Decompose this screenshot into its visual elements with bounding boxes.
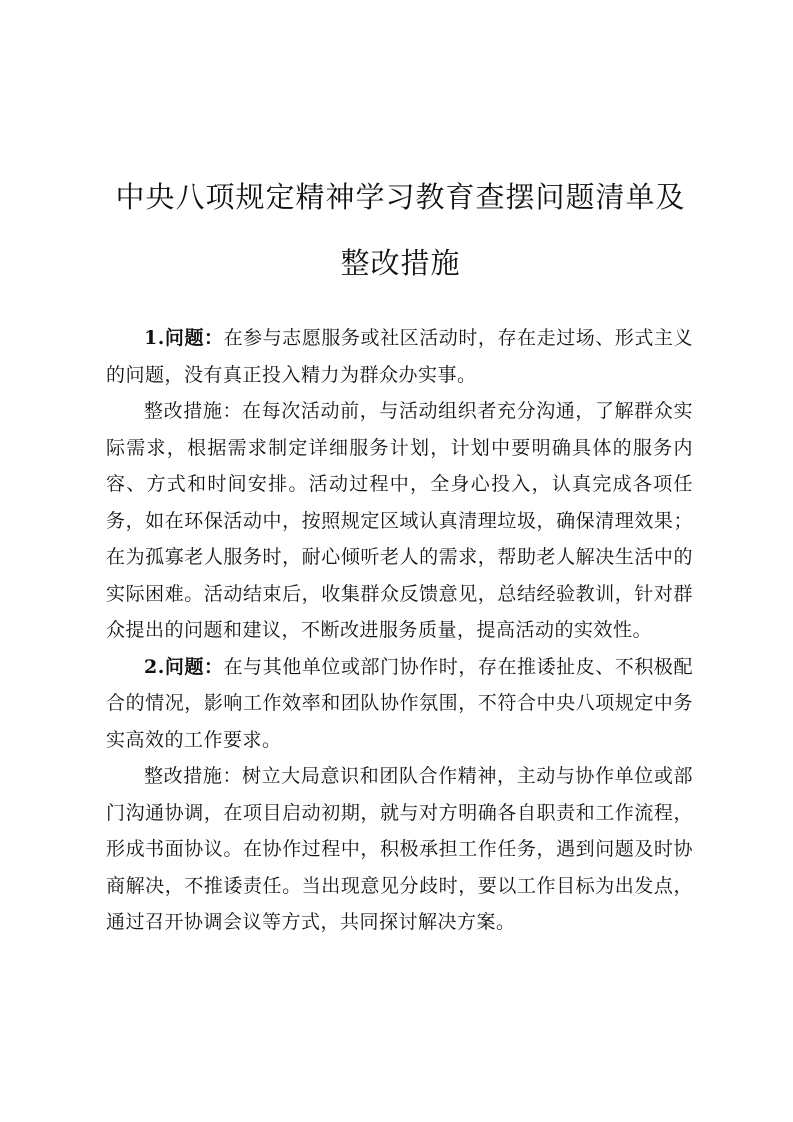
problem-2-paragraph <box>106 649 693 759</box>
problem-1-label: 1.问题： <box>144 327 224 349</box>
problem-1-text: 在参与志愿服务或社区活动时，存在走过场、形式主义的问题，没有真正投入精力为群众办实事。 <box>106 327 693 386</box>
problem-2-label: 2.问题： <box>144 655 224 678</box>
document-body <box>106 320 693 941</box>
measure-2-text: 整改措施：树立大局意识和团队合作精神，主动与协作单位或部门沟通协调，在项目启动初期，就与对方明确各自职责和工作流程，形成书面协议。在协作过程中，积极承担工作任务，遇到问题及时协商解决，不推诿责任。当出现意见分歧时，要以工作目标为出发点，通过召开协调会议等方式，共同探讨解决方案。 <box>106 765 693 933</box>
document-title: 中央八项规定精神学习教育查摆问题清单及整改措施 <box>115 180 686 280</box>
problem-1-paragraph <box>106 320 693 393</box>
problem-2-text: 在与其他单位或部门协作时，存在推诿扯皮、不积极配合的情况，影响工作效率和团队协作氛围，不符合中央八项规定中务实高效的工作要求。 <box>106 655 693 751</box>
measure-1-text: 整改措施：在每次活动前，与活动组织者充分沟通，了解群众实际需求，根据需求制定详细服务计划，计划中要明确具体的服务内容、方式和时间安排。活动过程中，全身心投入，认真完成各项任务，如在环保活动中，按照规定区域认真清理垃圾，确保清理效果；在为孤寡老人服务时，耐心倾听老人的需求，帮助老人解决生活中的实际困难。活动结束后，收集群众反馈意见，总结经验教训，针对群众提出的问题和建议，不断改进服务质量，提高活动的实效性。 <box>106 400 693 641</box>
measure-1-paragraph <box>106 393 693 649</box>
measure-2-paragraph <box>106 758 693 941</box>
